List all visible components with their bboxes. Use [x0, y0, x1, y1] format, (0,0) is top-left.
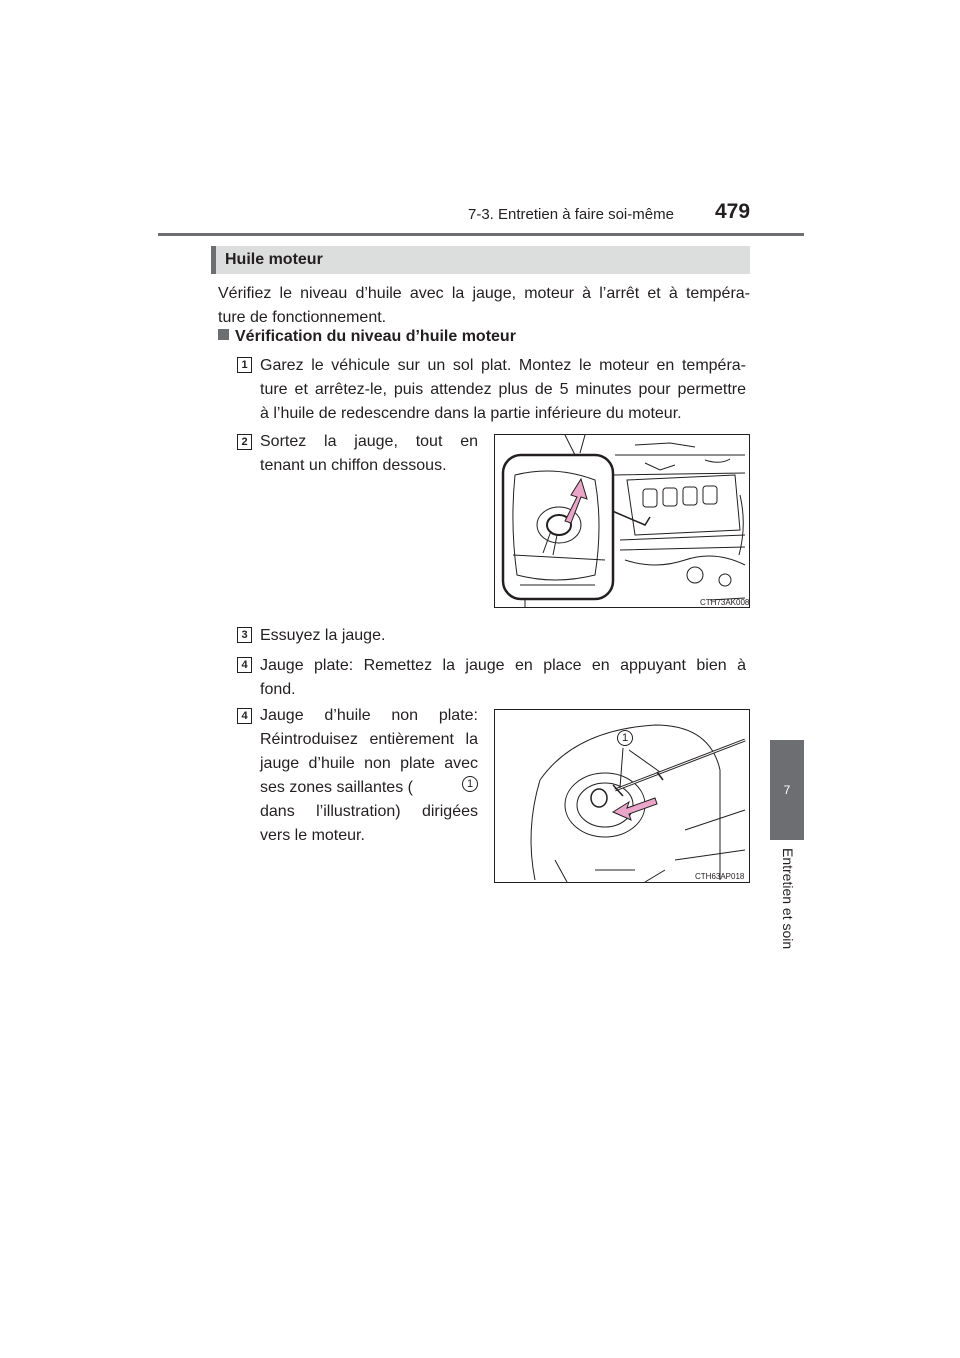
section-title: Huile moteur	[225, 251, 323, 268]
step-line: fond.	[260, 681, 296, 698]
running-header-section: 7-3. Entretien à faire soi-même	[468, 206, 674, 223]
step-number-badge: 4	[237, 657, 252, 673]
step-line: Jauge plate: Remettez la jauge en place en appuyant bien à	[260, 657, 746, 674]
chapter-tab[interactable]	[770, 740, 804, 840]
intro-line: ture de fonctionnement.	[218, 309, 387, 326]
callout-marker: 1	[462, 776, 478, 792]
intro-paragraph	[218, 282, 750, 330]
step-line: vers le moteur.	[260, 827, 365, 844]
step-number-badge: 2	[237, 434, 252, 450]
step-line	[260, 776, 478, 800]
step-4-nonflat-text	[260, 704, 478, 848]
step-line: ture et arrêtez-le, puis attendez plus de 5 minutes pour permettre	[260, 381, 746, 398]
subheading-text: Vérification du niveau d’huile moteur	[235, 328, 516, 345]
chapter-number: 7	[783, 783, 791, 797]
step-4-flat-text	[260, 654, 746, 702]
step-line: Réintroduisez entièrement la	[260, 731, 478, 748]
step-line: Garez le véhicule sur un sol plat. Montez le moteur en tempéra-	[260, 357, 746, 374]
section-title-bar	[211, 246, 750, 274]
intro-line: Vérifiez le niveau d’huile avec la jauge, moteur à l’arrêt et à tempéra-	[218, 285, 750, 302]
step-line: jauge d’huile non plate avec	[260, 755, 478, 772]
step-line: dans l’illustration) dirigées	[260, 803, 478, 820]
figure-code: CTH73AK008	[700, 598, 750, 607]
step-line: Sortez la jauge, tout en	[260, 433, 478, 450]
engine-dipstick-illustration	[494, 434, 750, 608]
subheading	[218, 328, 516, 346]
step-line: tenant un chiffon dessous.	[260, 457, 447, 474]
step-line: à l’huile de redescendre dans la partie inférieure du moteur.	[260, 405, 682, 422]
step-line: Essuyez la jauge.	[260, 627, 386, 644]
figure-callout-marker: 1	[617, 730, 633, 746]
dipstick-insertion-illustration	[494, 709, 750, 883]
header-rule	[158, 233, 804, 236]
engine-bay-drawing	[495, 435, 749, 607]
chapter-title-vertical	[768, 848, 806, 978]
step-number-badge: 4	[237, 708, 252, 724]
step-line: Jauge d’huile non plate:	[260, 707, 478, 724]
page-number: 479	[715, 200, 751, 223]
step-number-badge: 1	[237, 357, 252, 373]
section-bar-accent	[211, 246, 216, 274]
chapter-title: Entretien et soin	[780, 848, 796, 950]
figure-code: CTH63AP018	[695, 872, 745, 881]
step-3-text	[260, 624, 385, 648]
step-2-text	[260, 430, 478, 478]
step-line-part: ses zones saillantes (	[260, 779, 413, 796]
step-number-badge: 3	[237, 627, 252, 643]
step-1-text	[260, 354, 746, 426]
square-bullet-icon	[218, 329, 229, 340]
